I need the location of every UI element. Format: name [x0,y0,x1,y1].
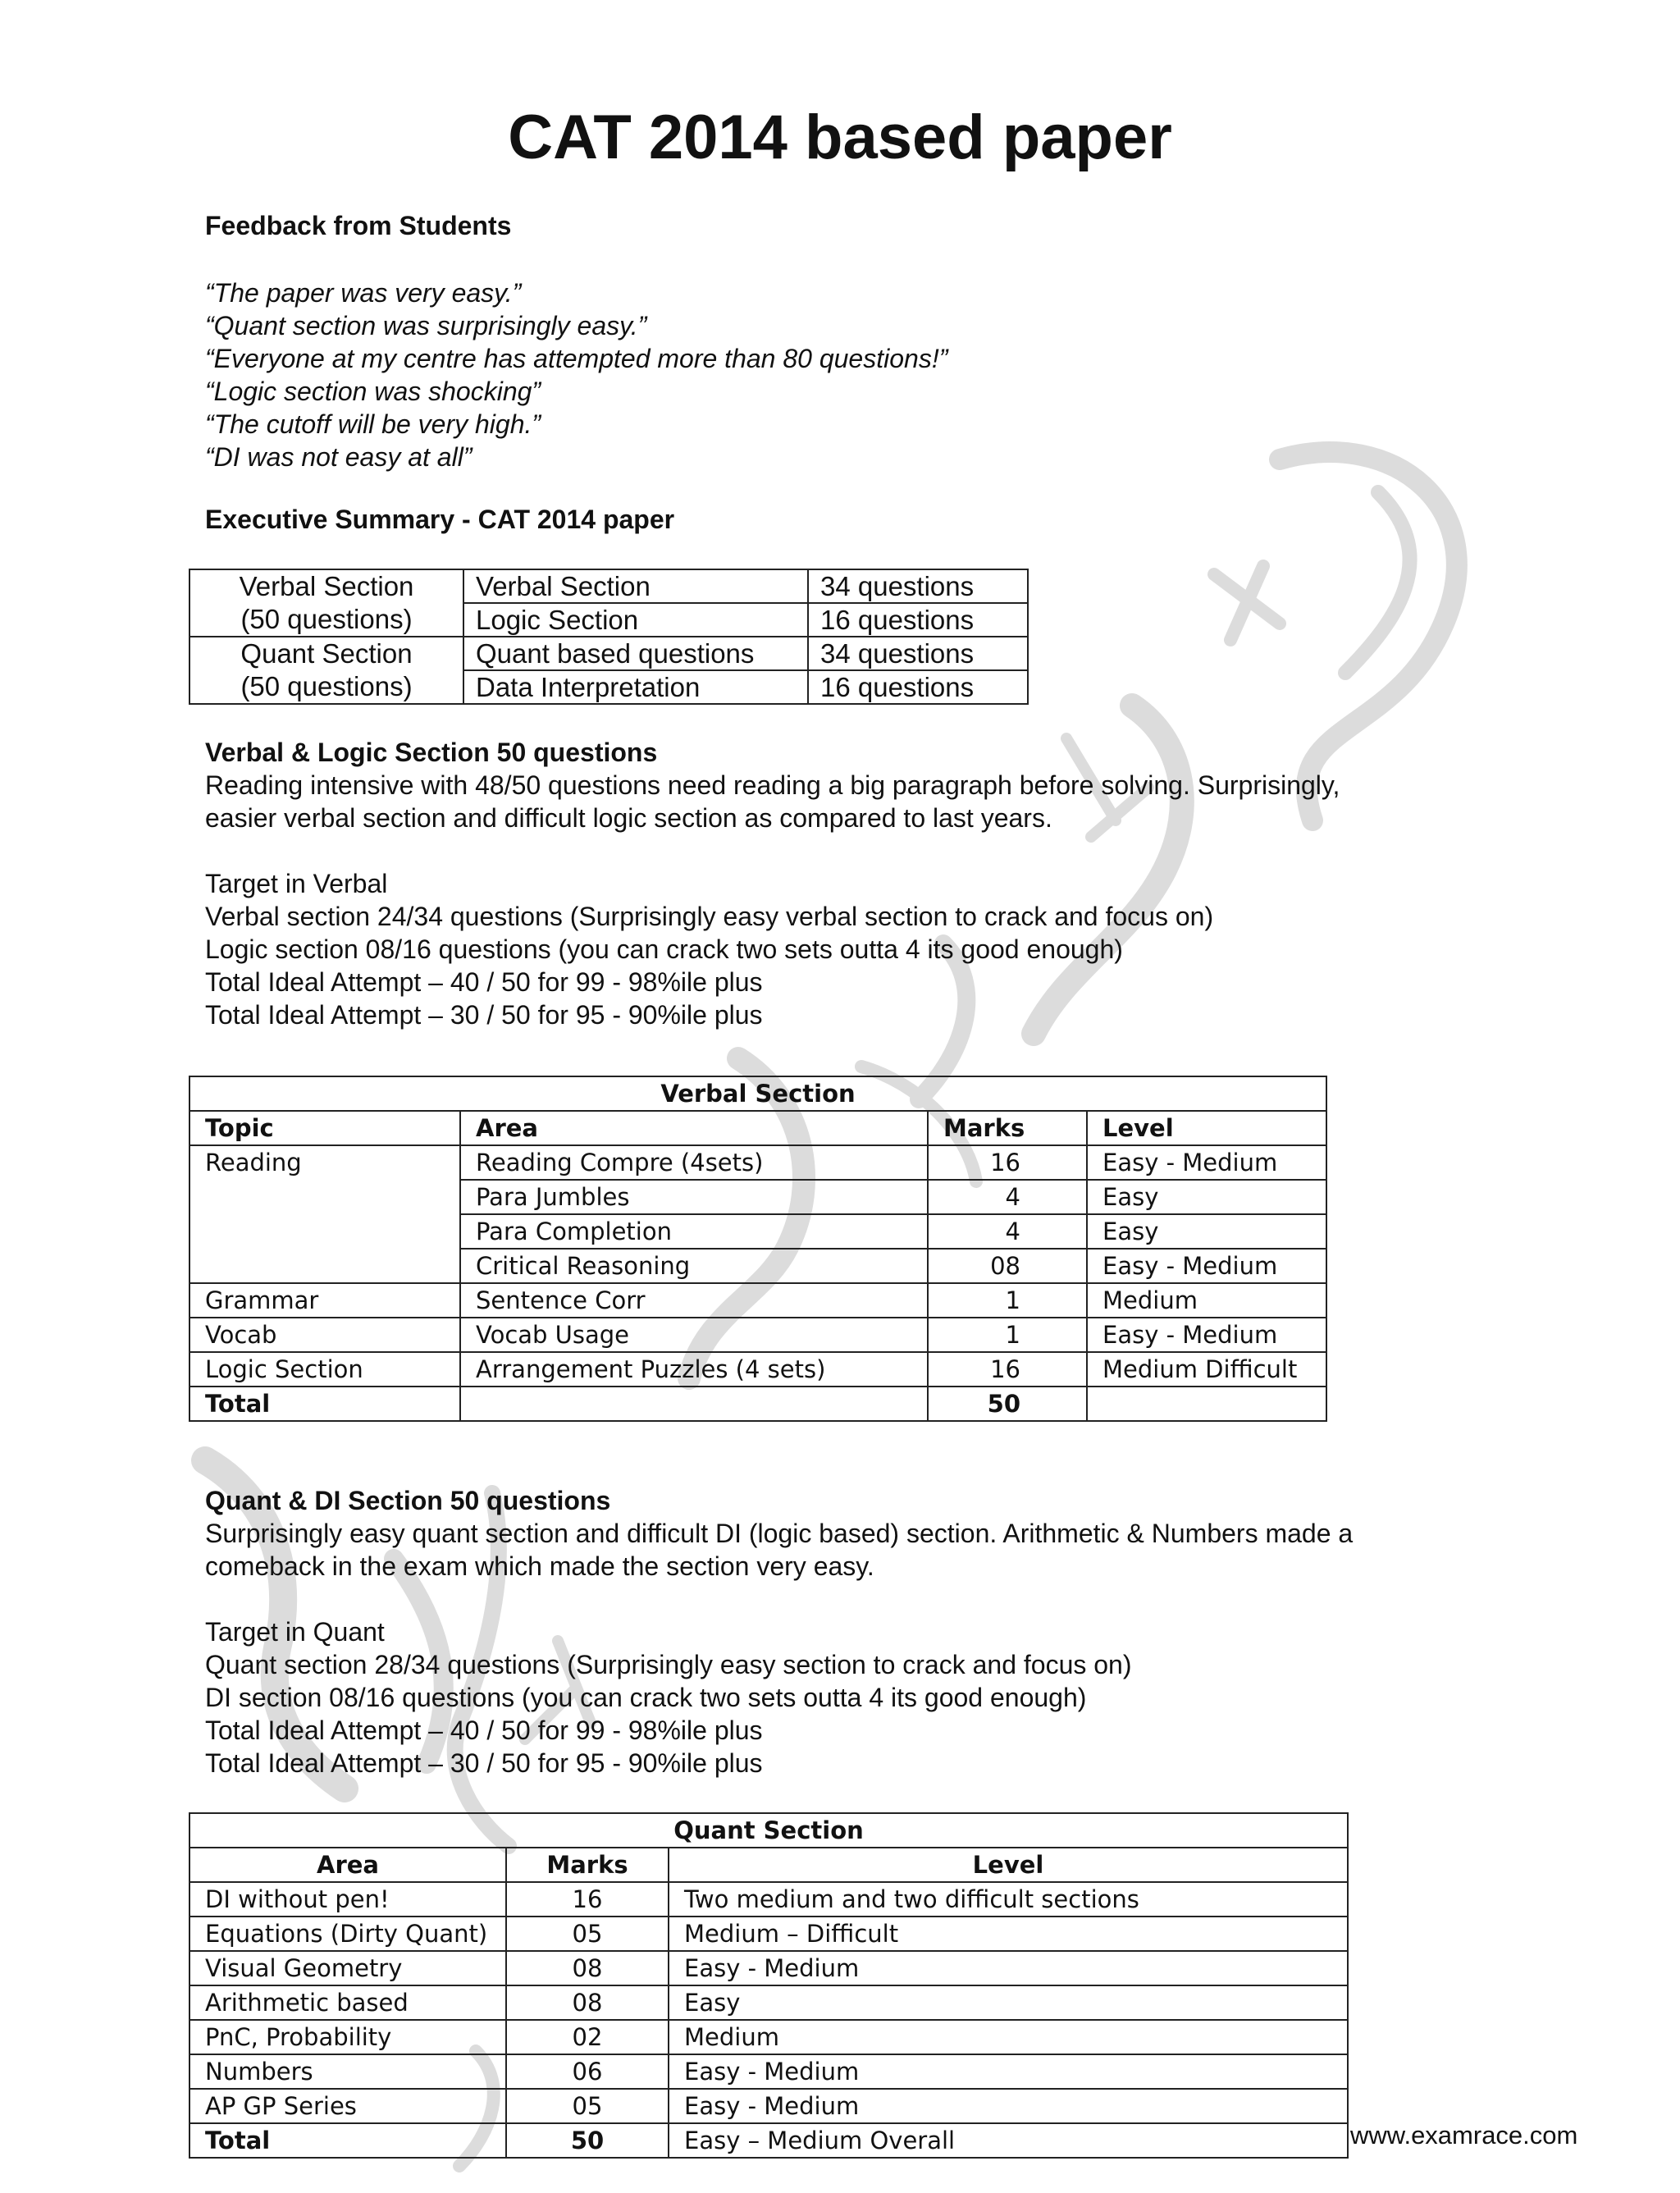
verbal-section-table [189,1076,1327,1422]
marks-cell: 02 [506,2020,669,2054]
summary-cell-name: Data Interpretation [463,670,808,704]
topic-cell: Vocab [189,1318,460,1352]
quant-section-table [189,1812,1349,2159]
marks-cell: 16 [928,1352,1087,1387]
topic-cell: Grammar [189,1283,460,1318]
marks-cell: 05 [506,1917,669,1951]
area-cell: AP GP Series [189,2089,506,2123]
marks-cell: 08 [506,1951,669,1985]
table-row [189,2020,1348,2054]
table-row [189,569,1028,603]
summary-cell-name: Verbal Section [463,569,808,603]
table-caption-row [189,1076,1326,1111]
feedback-heading: Feedback from Students [205,211,512,240]
feedback-quote: “DI was not easy at all” [205,442,472,472]
total-marks: 50 [928,1387,1087,1421]
area-cell: DI without pen! [189,1882,506,1917]
level-cell: Medium – Difficult [669,1917,1348,1951]
area-cell: Equations (Dirty Quant) [189,1917,506,1951]
target-heading: Target in Verbal [205,869,388,898]
marks-cell: 08 [506,1985,669,2020]
area-cell: Para Jumbles [460,1180,928,1214]
summary-group-label: Verbal Section (50 questions) [189,569,463,637]
table-row [189,1951,1348,1985]
column-header: Area [460,1111,928,1145]
verbal-description: Reading intensive with 48/50 questions need reading a big paragraph before solving. Surprisingly, easier verbal section and difficult logic section as compared to last years. [205,770,1340,833]
marks-cell: 08 [928,1249,1087,1283]
marks-cell: 05 [506,2089,669,2123]
area-cell: Vocab Usage [460,1318,928,1352]
topic-cell: Reading [189,1145,460,1283]
level-cell: Easy - Medium [669,2054,1348,2089]
column-header: Topic [189,1111,460,1145]
summary-table [189,569,1029,705]
level-cell: Easy [1087,1180,1326,1214]
feedback-quote: “The cutoff will be very high.” [205,409,541,439]
marks-cell: 1 [928,1318,1087,1352]
topic-cell: Logic Section [189,1352,460,1387]
summary-cell-count: 16 questions [808,670,1028,704]
feedback-quote: “The paper was very easy.” [205,278,522,308]
column-header: Area [189,1848,506,1882]
table-row [189,637,1028,670]
table-caption-row [189,1813,1348,1848]
table-row [189,1917,1348,1951]
empty-cell [460,1387,928,1421]
table-row [189,2054,1348,2089]
level-cell: Easy - Medium [669,1951,1348,1985]
table-total-row [189,2123,1348,2158]
marks-cell: 4 [928,1214,1087,1249]
footer-url: www.examrace.com [1350,2121,1578,2150]
table-row [189,1318,1326,1352]
area-cell: Reading Compre (4sets) [460,1145,928,1180]
total-label: Total [189,2123,506,2158]
verbal-targets: Target in Verbal Verbal section 24/34 questions (Surprisingly easy verbal section to crack and focus on) Logic section 08/16 questions (you can crack two sets outta 4 its good enough) Total Ideal Attempt – 40 / 50 for 99 - 98%ile plus Total Ideal Attempt – 30 / 50 for 95 - 90%ile plus [205,867,1485,1031]
area-cell: PnC, Probability [189,2020,506,2054]
summary-cell-name: Logic Section [463,603,808,637]
marks-cell: 16 [506,1882,669,1917]
column-header: Level [1087,1111,1326,1145]
level-cell: Easy - Medium [1087,1249,1326,1283]
level-cell: Medium Difficult [1087,1352,1326,1387]
table-total-row [189,1387,1326,1421]
marks-cell: 4 [928,1180,1087,1214]
total-marks: 50 [506,2123,669,2158]
quant-description: Surprisingly easy quant section and difficult DI (logic based) section. Arithmetic & Numbers made a comeback in the exam which made the section very easy. [205,1519,1354,1581]
level-cell: Two medium and two difficult sections [669,1882,1348,1917]
area-cell: Critical Reasoning [460,1249,928,1283]
quant-section-heading: Quant & DI Section 50 questions [205,1486,611,1515]
column-header: Marks [506,1848,669,1882]
level-cell: Medium [669,2020,1348,2054]
feedback-quote: “Logic section was shocking” [205,377,541,406]
page-title: CAT 2014 based paper [508,103,1172,172]
level-cell: Easy - Medium [1087,1145,1326,1180]
feedback-quote: “Everyone at my centre has attempted more than 80 questions!” [205,344,948,373]
table-row [189,1283,1326,1318]
summary-heading: Executive Summary - CAT 2014 paper [205,505,675,534]
level-cell: Easy [1087,1214,1326,1249]
feedback-quotes [205,276,947,473]
empty-cell [1087,1387,1326,1421]
summary-cell-count: 16 questions [808,603,1028,637]
level-cell: Easy - Medium [669,2089,1348,2123]
verbal-section-heading: Verbal & Logic Section 50 questions [205,738,658,767]
area-cell: Sentence Corr [460,1283,928,1318]
level-cell: Easy - Medium [1087,1318,1326,1352]
column-header: Marks [928,1111,1087,1145]
quant-targets: Target in Quant Quant section 28/34 questions (Surprisingly easy section to crack and focus on) DI section 08/16 questions (you can crack two sets outta 4 its good enough) Total Ideal Attempt – 40 / 50 for 99 - 98%ile plus Total Ideal Attempt – 30 / 50 for 95 - 90%ile plus [205,1615,1485,1780]
table-caption: Verbal Section [189,1076,1326,1111]
summary-cell-count: 34 questions [808,569,1028,603]
area-cell: Numbers [189,2054,506,2089]
table-row [189,1352,1326,1387]
table-header-row [189,1111,1326,1145]
marks-cell: 1 [928,1283,1087,1318]
summary-cell-count: 34 questions [808,637,1028,670]
level-cell: Easy [669,1985,1348,2020]
table-row [189,2089,1348,2123]
total-level: Easy – Medium Overall [669,2123,1348,2158]
table-row [189,1985,1348,2020]
feedback-quote: “Quant section was surprisingly easy.” [205,311,647,340]
table-row [189,1882,1348,1917]
area-cell: Arithmetic based [189,1985,506,2020]
marks-cell: 16 [928,1145,1087,1180]
area-cell: Para Completion [460,1214,928,1249]
area-cell: Visual Geometry [189,1951,506,1985]
summary-group-label: Quant Section (50 questions) [189,637,463,704]
area-cell: Arrangement Puzzles (4 sets) [460,1352,928,1387]
target-heading: Target in Quant [205,1617,385,1647]
table-header-row [189,1848,1348,1882]
table-caption: Quant Section [189,1813,1348,1848]
level-cell: Medium [1087,1283,1326,1318]
column-header: Level [669,1848,1348,1882]
total-label: Total [189,1387,460,1421]
summary-cell-name: Quant based questions [463,637,808,670]
marks-cell: 06 [506,2054,669,2089]
table-row [189,1145,1326,1180]
